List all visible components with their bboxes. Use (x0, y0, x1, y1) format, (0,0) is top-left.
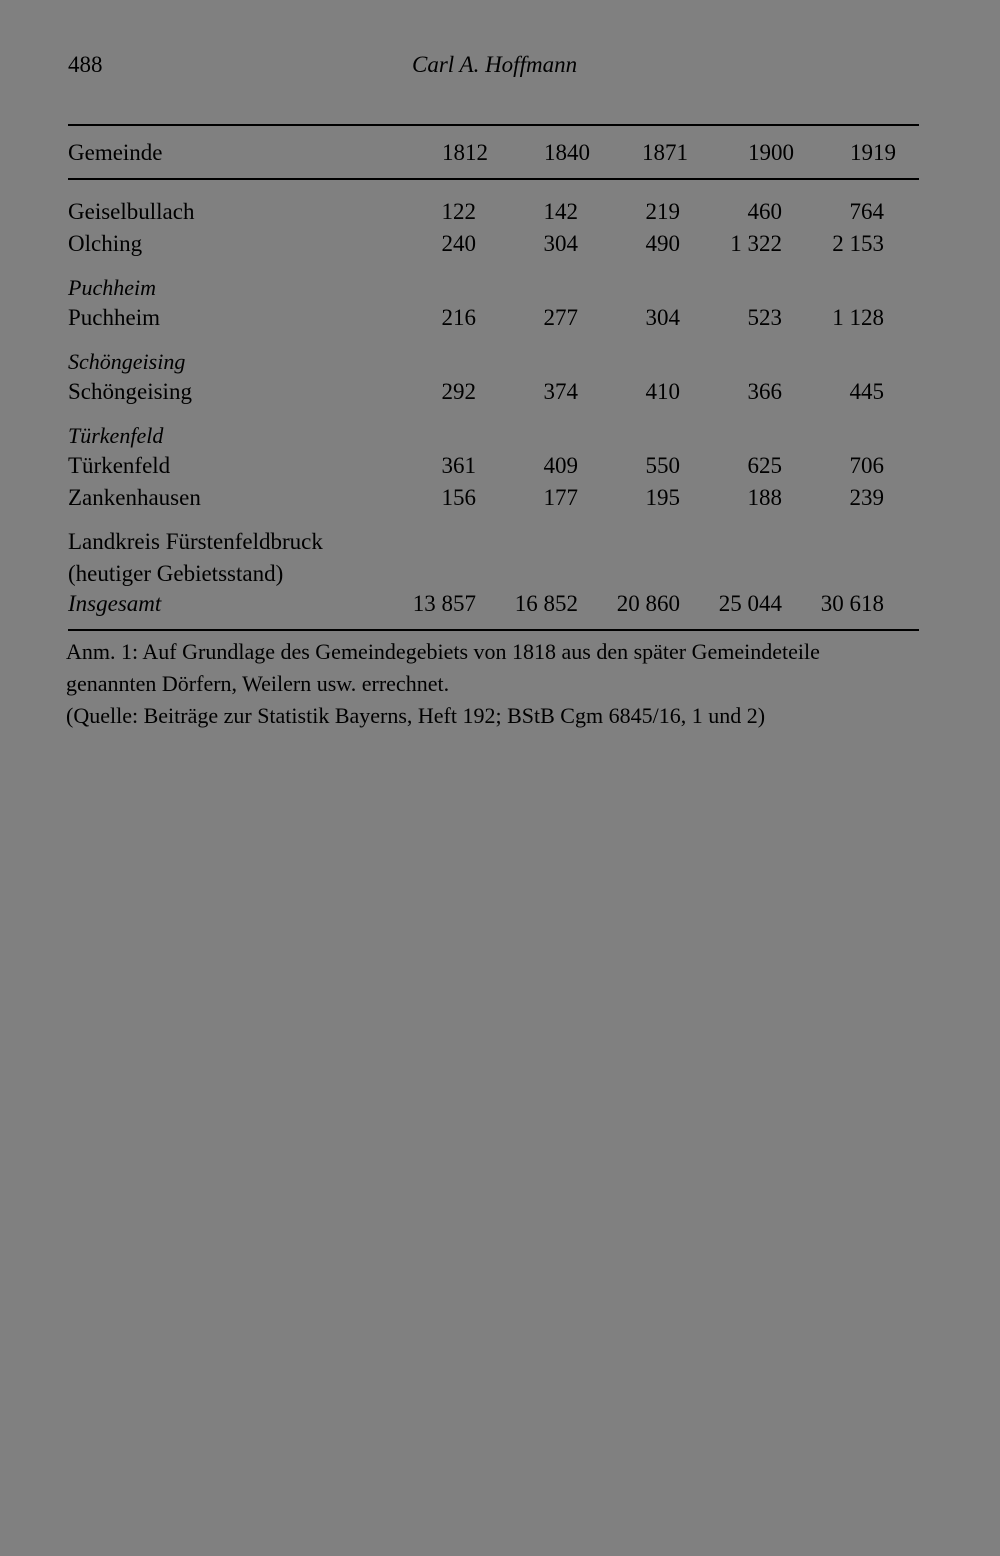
table-header-row (68, 140, 919, 172)
total-1900: 25 044 (718, 591, 782, 616)
cell-1812: 216 (441, 305, 476, 330)
running-head: Carl A. Hoffmann (412, 52, 578, 77)
column-header-gemeinde: Gemeinde (68, 140, 163, 165)
column-header-1840: 1840 (544, 140, 590, 165)
footnote-line: genannten Dörfern, Weilern usw. errechnet. (66, 671, 450, 696)
row-label: Olching (68, 231, 143, 256)
total-label: Insgesamt (68, 591, 162, 616)
cell-1900: 1 322 (730, 231, 782, 256)
page-header (68, 52, 588, 88)
cell-1840: 409 (543, 453, 578, 478)
cell-1919: 706 (849, 453, 884, 478)
total-1871: 20 860 (616, 591, 680, 616)
cell-1871: 219 (645, 199, 680, 224)
cell-1919: 1 128 (832, 305, 884, 330)
cell-1840: 304 (543, 231, 578, 256)
cell-1840: 277 (543, 305, 578, 330)
table-row (68, 561, 919, 593)
table-row (68, 485, 919, 517)
row-label: Puchheim (68, 305, 160, 330)
table-row (68, 199, 919, 231)
table-row (68, 453, 919, 485)
cell-1900: 188 (747, 485, 782, 510)
cell-1871: 410 (645, 379, 680, 404)
table-row (68, 305, 919, 337)
page-number: 488 (68, 52, 103, 77)
cell-1871: 490 (645, 231, 680, 256)
total-1840: 16 852 (514, 591, 578, 616)
cell-1900: 366 (747, 379, 782, 404)
table-row (68, 529, 919, 561)
cell-1871: 304 (645, 305, 680, 330)
cell-1871: 550 (645, 453, 680, 478)
table-row (68, 379, 919, 411)
source-line: (Quelle: Beiträge zur Statistik Bayerns, Heft 192; BStB Cgm 6845/16, 1 und 2) (66, 703, 766, 728)
table-bottom-rule (68, 629, 919, 631)
cell-1919: 239 (849, 485, 884, 510)
footnote-line: Anm. 1: Auf Grundlage des Gemeindegebiets von 1818 aus den später Gemeindeteile (66, 639, 820, 664)
cell-1840: 177 (543, 485, 578, 510)
cell-1812: 292 (441, 379, 476, 404)
cell-1840: 374 (543, 379, 578, 404)
cell-1900: 625 (747, 453, 782, 478)
total-1919: 30 618 (820, 591, 884, 616)
cell-1812: 361 (441, 453, 476, 478)
table-header-rule (68, 178, 919, 180)
cell-1871: 195 (645, 485, 680, 510)
landkreis-label: Landkreis Fürstenfeldbruck (68, 529, 323, 554)
row-label: Zankenhausen (68, 485, 201, 510)
cell-1900: 460 (747, 199, 782, 224)
cell-1812: 156 (441, 485, 476, 510)
column-header-1919: 1919 (850, 140, 896, 165)
cell-1919: 764 (849, 199, 884, 224)
cell-1812: 122 (441, 199, 476, 224)
table-row (68, 231, 919, 263)
cell-1812: 240 (441, 231, 476, 256)
total-1812: 13 857 (412, 591, 476, 616)
row-label: Geiselbullach (68, 199, 195, 224)
table-top-rule (68, 124, 919, 126)
group-heading: Türkenfeld (68, 423, 164, 448)
column-header-1871: 1871 (642, 140, 688, 165)
group-heading: Schöngeising (68, 349, 186, 374)
row-label: Türkenfeld (68, 453, 171, 478)
cell-1919: 2 153 (832, 231, 884, 256)
cell-1919: 445 (849, 379, 884, 404)
row-label: Schöngeising (68, 379, 192, 404)
column-header-1812: 1812 (442, 140, 488, 165)
landkreis-sublabel: (heutiger Gebietsstand) (68, 561, 284, 586)
column-header-1900: 1900 (748, 140, 794, 165)
group-heading: Puchheim (68, 275, 156, 300)
cell-1840: 142 (543, 199, 578, 224)
cell-1900: 523 (747, 305, 782, 330)
total-row (68, 591, 919, 623)
footnotes (66, 636, 926, 732)
